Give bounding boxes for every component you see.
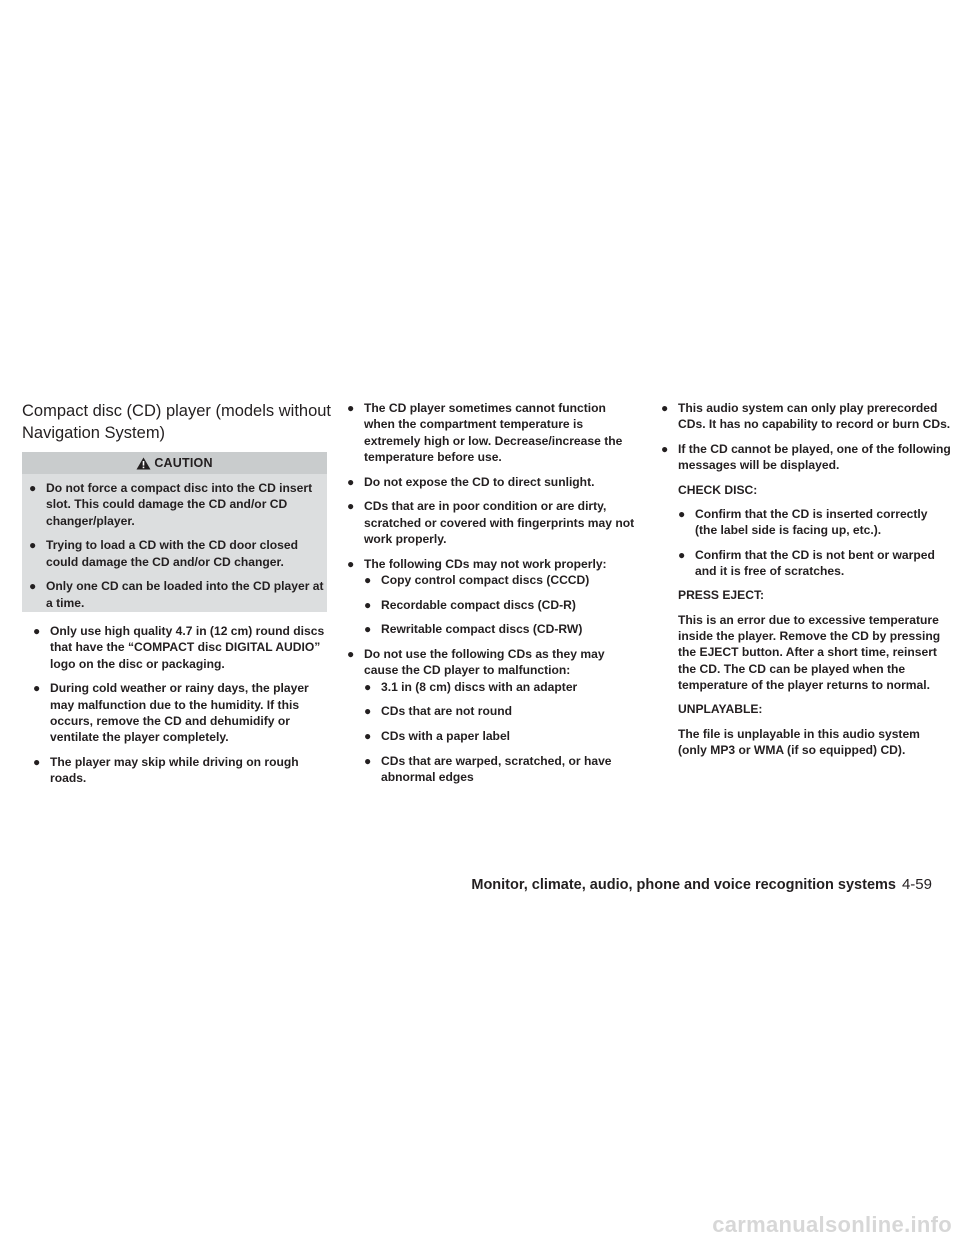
- check-disc-label: CHECK DISC:: [678, 482, 758, 497]
- list-item: ● CDs that are not round: [364, 704, 513, 719]
- unplayable-label: UNPLAYABLE:: [678, 702, 763, 717]
- press-eject-label: PRESS EJECT:: [678, 588, 765, 603]
- list-item: ● CDs that are warped, scratched, or have abnormal edges: [364, 753, 612, 784]
- list-item: ● Confirm that the CD is not bent or warped and it is free of scratches.: [678, 547, 935, 579]
- sub-list: [364, 679, 637, 786]
- list-item: ● Only use high quality 4.7 in (12 cm) round discs that have the “COMPACT disc DIGITAL AUDIO” logo on the disc or packaging.: [33, 624, 325, 671]
- list-item: ● Trying to load a CD with the CD door closed could damage the CD and/or CD changer.: [29, 538, 298, 569]
- list-item: ● The following CDs may not work properly: ● Copy control compact discs (CCCD) ● Recordable compact discs (CD-R) ● Rewritable compact discs (CD-RW): [347, 556, 637, 638]
- caution-list: [29, 480, 324, 619]
- column2-list: [347, 400, 637, 794]
- list-item: ● Do not use the following CDs as they may cause the CD player to malfunction: ● 3.1 in (8 cm) discs with an adapter ● CDs that are not round ● CDs with a paper label ● CDs that are warped, scratched, or have abnormal edges: [347, 646, 637, 785]
- list-item: ● This audio system can only play prerecorded CDs. It has no capability to record or burn CDs.: [661, 401, 951, 432]
- unplayable-text: The file is unplayable in this audio system (only MP3 or WMA (if so equipped) CD).: [678, 726, 920, 757]
- list-item: ● Recordable compact discs (CD-R): [364, 597, 576, 612]
- caution-label: CAUTION: [154, 456, 213, 470]
- chapter-title: Monitor, climate, audio, phone and voice recognition systems: [471, 877, 896, 893]
- list-item: ● Rewritable compact discs (CD-RW): [364, 622, 583, 637]
- page-number: 4-59: [901, 876, 932, 893]
- list-item: ● During cold weather or rainy days, the player may malfunction due to the humidity. If this occurs, remove the CD and dehumidify or ventilate the player completely.: [33, 681, 309, 745]
- press-eject-text: This is an error due to excessive temperature inside the player. Remove the CD by pressing the EJECT button. After a short time, reinsert the CD. The CD can be played when the temperature of the player returns to normal.: [678, 612, 941, 692]
- list-item: ● Do not expose the CD to direct sunlight.: [347, 474, 595, 489]
- list-item: ● If the CD cannot be played, one of the following messages will be displayed. CHECK DISC: ● Confirm that the CD is inserted correctly (the label side is facing up, etc.). ● Confirm that the CD is not bent or warped and it is free of scratches. PRESS EJECT: This is an error due to excessive temperature inside the player. Remove the CD by pressing the EJECT button. After a short time, reinsert the CD. The CD can be played when the temperature of the player returns to normal. UNPLAYABLE: The file is unplayable in this audio system (only MP3 or WMA (if so equipped) CD).: [661, 441, 951, 757]
- list-item: ● The player may skip while driving on rough roads.: [33, 754, 299, 786]
- warning-triangle-icon: [136, 457, 151, 470]
- page-footer: [0, 876, 932, 893]
- list-item: ● The CD player sometimes cannot function when the compartment temperature is extremely high or low. Decrease/increase the temperature before use.: [347, 401, 623, 464]
- list-item: ● Do not force a compact disc into the CD insert slot. This could damage the CD and/or CD changer/player.: [29, 481, 313, 528]
- list-item: ● Confirm that the CD is inserted correctly (the label side is facing up, etc.).: [678, 506, 928, 538]
- list-item: ● Copy control compact discs (CCCD): [364, 572, 590, 587]
- caution-heading: [22, 452, 327, 474]
- list-item: ● CDs that are in poor condition or are dirty, scratched or covered with fingerprints may not work properly.: [347, 499, 635, 546]
- list-item: ● CDs with a paper label: [364, 728, 511, 743]
- section-title: Compact disc (CD) player (models without Navigation System): [22, 402, 332, 442]
- watermark: carmanualsonline.info: [712, 1212, 952, 1237]
- list-item: ● Only one CD can be loaded into the CD player at a time.: [29, 579, 324, 610]
- list-item: ● 3.1 in (8 cm) discs with an adapter: [364, 679, 578, 694]
- caution-box: [22, 452, 327, 612]
- sub-list: [678, 506, 951, 580]
- column1-list: [33, 623, 327, 795]
- column3-list: [661, 400, 951, 767]
- sub-list: [364, 572, 637, 638]
